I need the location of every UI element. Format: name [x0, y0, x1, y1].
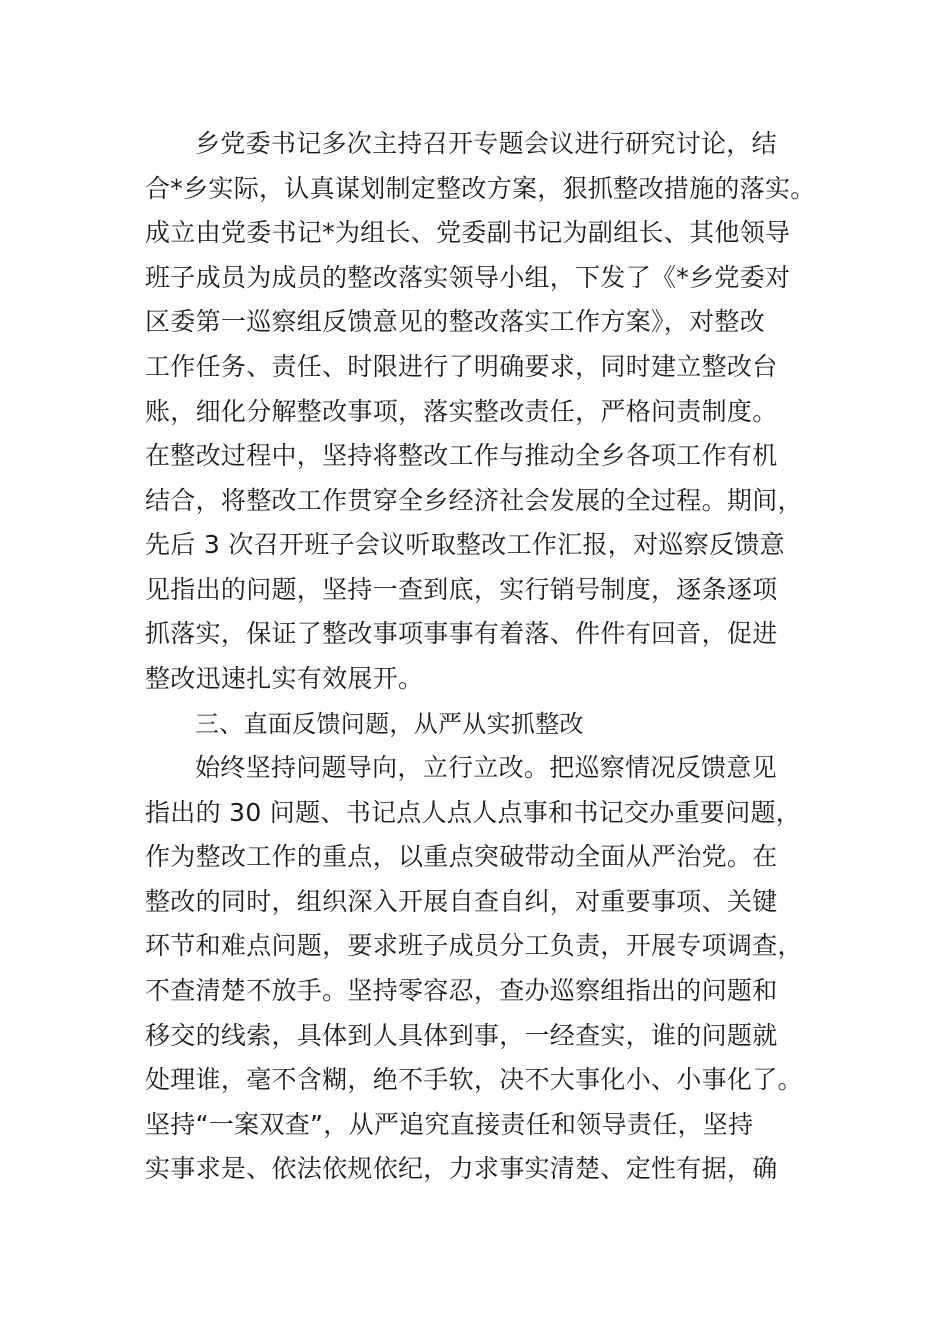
section-heading: 三、直面反馈问题，从严从实抓整改	[195, 710, 584, 738]
paragraph-line: 乡党委书记多次主持召开专题会议进行研究讨论，结	[195, 129, 777, 158]
paragraph-line: 处理谁，毫不含糊，绝不手软，决不大事化小、小事化了。	[145, 1065, 803, 1094]
paragraph-line: 合*乡实际，认真谋划制定整改方案，狠抓整改措施的落实。	[145, 174, 816, 203]
paragraph-line: 坚持“一案双查”，从严追究直接责任和领导责任，坚持	[145, 1110, 754, 1139]
paragraph-line: 指出的 30 问题、书记点人点人点事和书记交办重要问题，	[145, 798, 802, 827]
paragraph-line: 抓落实，保证了整改事项事事有着落、件件有回音，促进	[145, 619, 778, 648]
paragraph-line: 班子成员为成员的整改落实领导小组，下发了《*乡党委对	[145, 263, 791, 292]
paragraph-line: 工作任务、责任、时限进行了明确要求，同时建立整改台	[145, 352, 778, 381]
paragraph-line: 整改迅速扎实有效展开。	[145, 664, 424, 693]
paragraph-line: 不查清楚不放手。坚持零容忍，查办巡察组指出的问题和	[145, 976, 778, 1005]
paragraph-line: 移交的线索，具体到人具体到事，一经查实，谁的问题就	[145, 1021, 778, 1050]
paragraph-line: 见指出的问题，坚持一查到底，实行销号制度，逐条逐项	[145, 575, 778, 604]
paragraph-line: 始终坚持问题导向，立行立改。把巡察情况反馈意见	[195, 753, 777, 782]
paragraph-line: 成立由党委书记*为组长、党委副书记为副组长、其他领导	[145, 218, 791, 247]
paragraph-line: 区委第一巡察组反馈意见的整改落实工作方案》，对整改	[145, 307, 766, 336]
paragraph-line: 作为整改工作的重点，以重点突破带动全面从严治党。在	[145, 842, 778, 871]
paragraph-line: 实事求是、依法依规依纪，力求事实清楚、定性有据，确	[145, 1154, 778, 1183]
paragraph-line: 整改的同时，组织深入开展自查自纠，对重要事项、关键	[145, 887, 778, 916]
paragraph-line: 账，细化分解整改事项，落实整改责任，严格问责制度。	[145, 397, 778, 426]
paragraph-line: 在整改过程中，坚持将整改工作与推动全乡各项工作有机	[145, 441, 778, 470]
paragraph-line: 结合，将整改工作贯穿全乡经济社会发展的全过程。期间，	[145, 486, 803, 515]
paragraph-line: 先后 3 次召开班子会议听取整改工作汇报，对巡察反馈意	[145, 530, 785, 559]
paragraph-line: 环节和难点问题，要求班子成员分工负责，开展专项调查，	[145, 931, 803, 960]
